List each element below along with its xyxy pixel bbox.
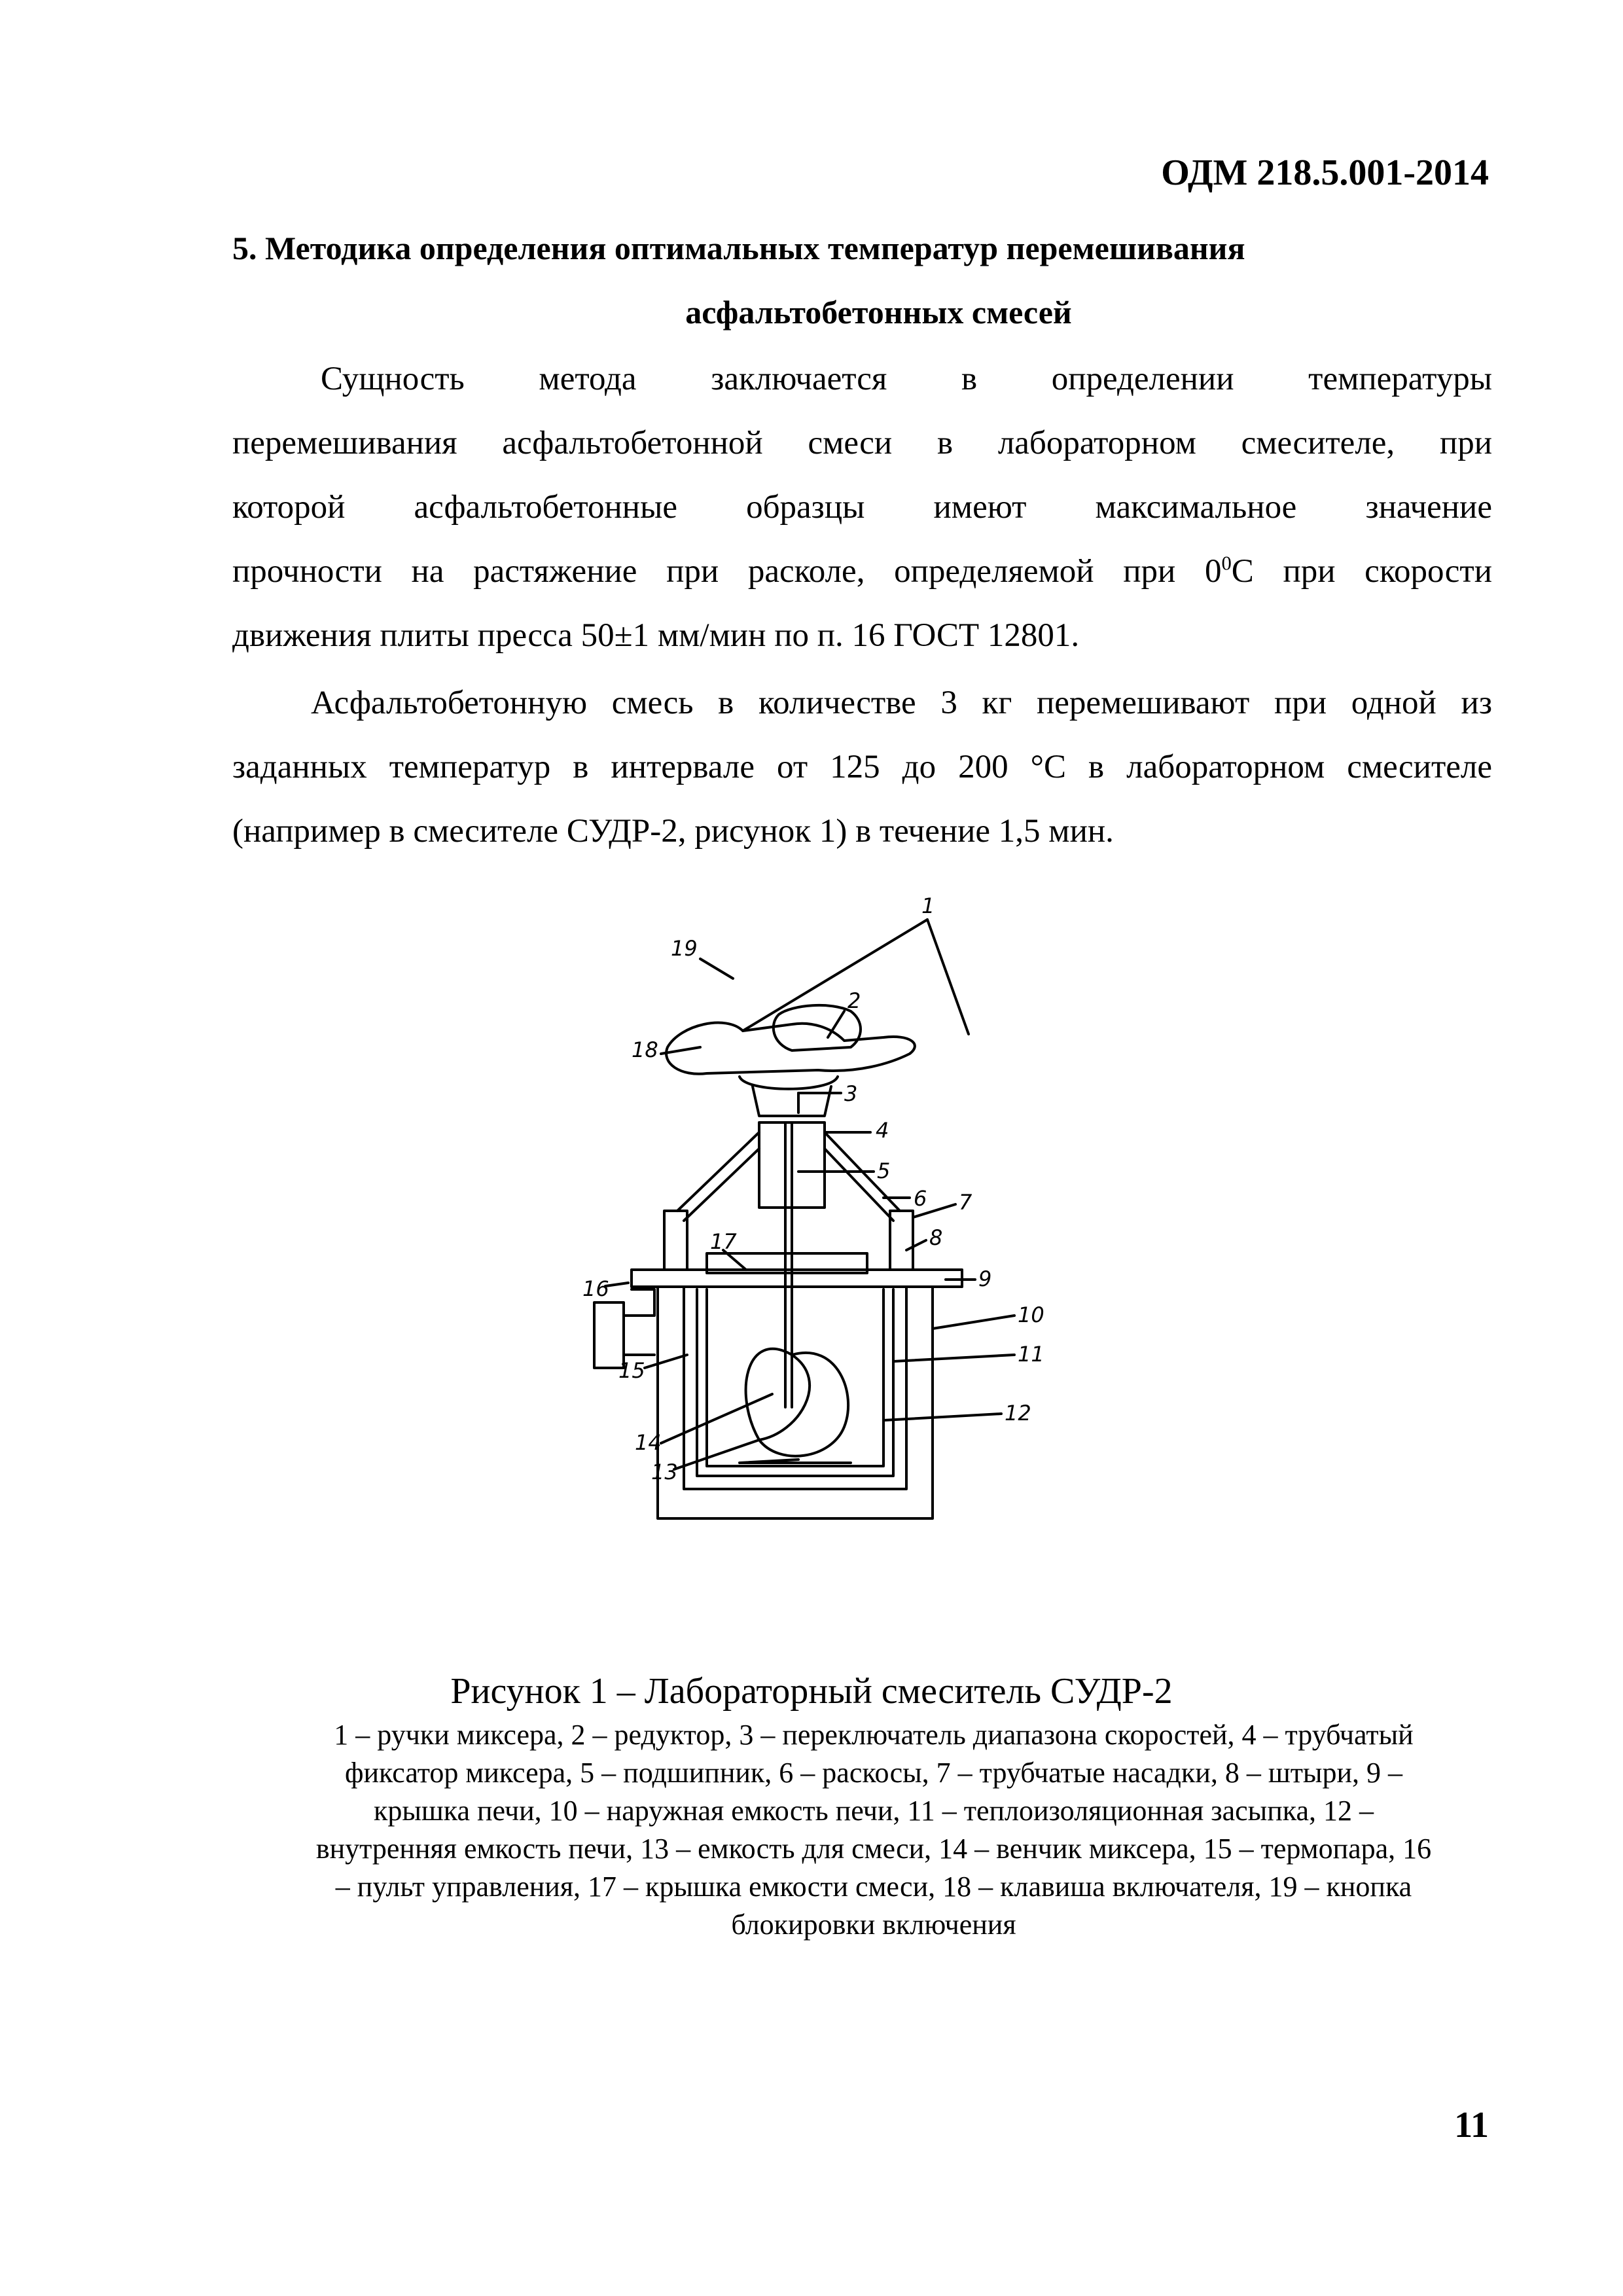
paragraph-line: Сущность метода заключается в определении температуры	[321, 361, 1492, 397]
figure-caption-title: Рисунок 1 – Лабораторный смеситель СУДР-2	[450, 1671, 1173, 1712]
paragraph-line: заданных температур в интервале от 125 до 200 °С в лабораторном смесителе	[232, 749, 1492, 785]
paragraph-text: прочности на растяжение при расколе, определяемой при 0	[232, 553, 1222, 590]
paragraph-line: (например в смесителе СУДР-2, рисунок 1) в течение 1,5 мин.	[232, 813, 1114, 850]
figure-label: 16	[582, 1276, 609, 1301]
figure-label: 3	[844, 1081, 858, 1106]
section-heading-line: 5. Методика определения оптимальных температур перемешивания	[232, 230, 1245, 266]
legend-line: 1 – ручки миксера, 2 – редуктор, 3 – переключатель диапазона скоростей, 4 – трубчатый	[334, 1719, 1414, 1751]
legend-line: внутренняя емкость печи, 13 – емкость для смеси, 14 – венчик миксера, 15 – термопара, 16	[315, 1833, 1432, 1865]
mixer-drawing	[582, 897, 1080, 1666]
section-heading	[232, 216, 1525, 344]
figure-label: 19	[671, 936, 698, 961]
legend-line: фиксатор миксера, 5 – подшипник, 6 – раскосы, 7 – трубчатые насадки, 8 – штыри, 9 –	[344, 1757, 1403, 1789]
figure-label: 10	[1018, 1302, 1044, 1327]
figure-label: 7	[959, 1190, 972, 1215]
legend-line: крышка печи, 10 – наружная емкость печи, 11 – теплоизоляционная засыпка, 12 –	[373, 1795, 1374, 1827]
figure-label: 18	[632, 1037, 658, 1062]
paragraph-line: перемешивания асфальтобетонной смеси в лабораторном смесителе, при	[232, 425, 1492, 461]
figure-label: 12	[1005, 1401, 1031, 1426]
figure-label: 6	[914, 1186, 927, 1211]
figure-label: 17	[710, 1229, 737, 1254]
paragraph-method-essence	[232, 347, 1492, 668]
figure-label: 15	[618, 1358, 645, 1383]
page-number: 11	[1454, 2105, 1489, 2145]
figure-label: 2	[847, 988, 861, 1013]
degree-superscript: 0	[1221, 552, 1232, 575]
paragraph-mixing-procedure	[232, 671, 1492, 863]
paragraph-line: движения плиты пресса 50±1 мм/мин по п. 16 ГОСТ 12801.	[232, 617, 1080, 654]
paragraph-line: которой асфальтобетонные образцы имеют максимальное значение	[232, 489, 1492, 526]
figure-label: 14	[635, 1430, 662, 1455]
legend-line: блокировки включения	[731, 1909, 1016, 1941]
figure-label: 1	[921, 897, 935, 918]
figure-label: 4	[876, 1118, 889, 1143]
figure-label: 9	[978, 1266, 992, 1291]
figure-label: 11	[1018, 1342, 1044, 1367]
paragraph-line	[232, 539, 1492, 603]
figure-caption-legend	[232, 1716, 1515, 1944]
document-code: ОДМ 218.5.001-2014	[1161, 152, 1489, 193]
figure-label: 13	[651, 1460, 678, 1484]
paragraph-text: С при скорости	[1231, 553, 1492, 590]
paragraph-line: Асфальтобетонную смесь в количестве 3 кг перемешивают при одной из	[311, 685, 1492, 721]
mixer-drawing-svg	[582, 897, 1080, 1666]
figure-label: 8	[929, 1225, 943, 1250]
section-heading-line: асфальтобетонных смесей	[685, 294, 1072, 331]
legend-line: – пульт управления, 17 – крышка емкости смеси, 18 – клавиша включателя, 19 – кнопка	[335, 1871, 1412, 1903]
figure-label: 5	[877, 1158, 891, 1183]
